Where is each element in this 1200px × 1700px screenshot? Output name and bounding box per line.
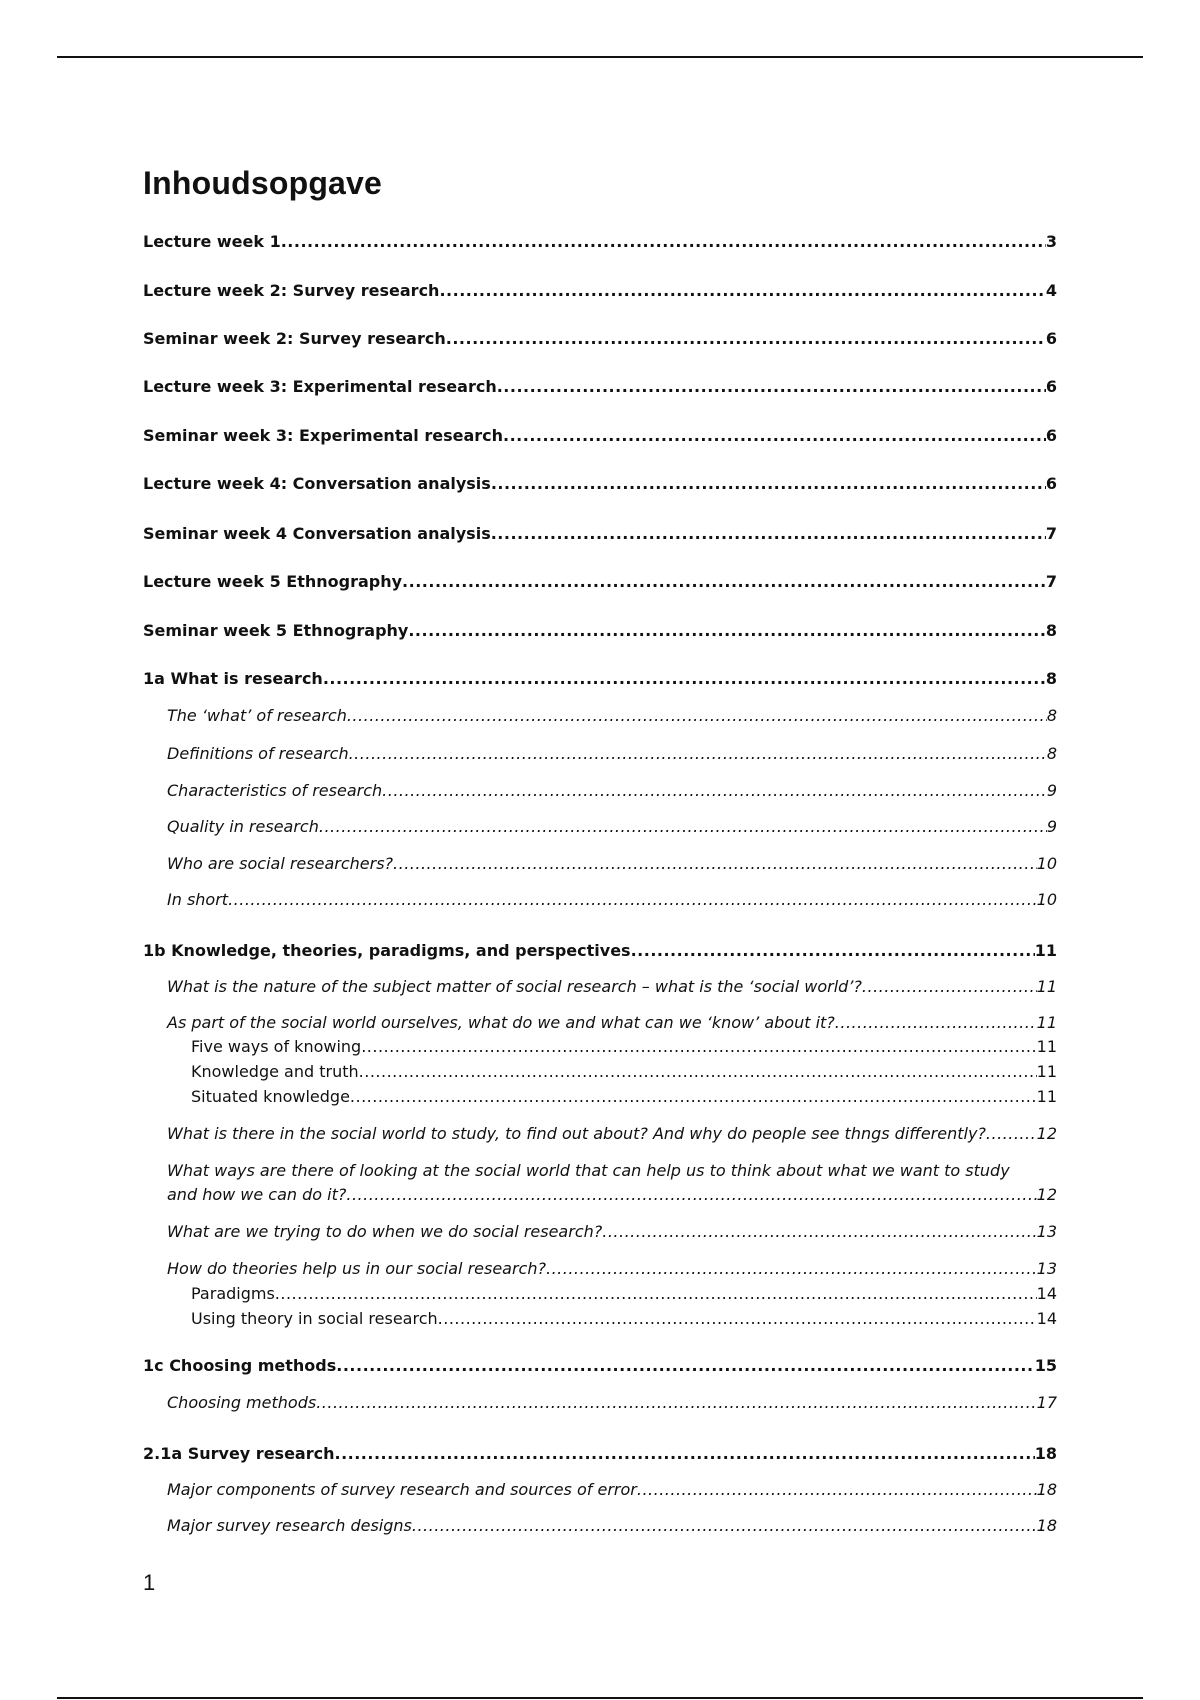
toc-entry[interactable] xyxy=(167,781,1057,801)
toc-dot-leader xyxy=(349,744,1047,764)
toc-entry-text: Lecture week 3: Experimental research xyxy=(143,377,497,396)
toc-entry-page: 6 xyxy=(1045,329,1057,348)
toc-entry[interactable] xyxy=(191,1309,1057,1329)
header-rule xyxy=(57,56,1143,58)
toc-entry-text: Seminar week 2: Survey research xyxy=(143,329,446,348)
toc-entry-page: 12 xyxy=(1036,1124,1057,1143)
toc-dot-leader xyxy=(228,890,1037,910)
toc-dot-leader xyxy=(346,1185,1036,1205)
toc-entry[interactable] xyxy=(167,1516,1057,1536)
toc-entry[interactable] xyxy=(191,1037,1057,1057)
toc-entry-text: Choosing methods xyxy=(167,1393,317,1412)
toc-entry-page: 9 xyxy=(1046,781,1057,800)
toc-entry-text: What ways are there of looking at the social world that can help us to think about what we want to study xyxy=(167,1161,1010,1180)
toc-entry-text: Who are social researchers? xyxy=(167,854,394,873)
toc-entry-page: 11 xyxy=(1036,1037,1057,1056)
toc-entry-page: 4 xyxy=(1045,281,1057,300)
toc-entry-page: 18 xyxy=(1036,1516,1057,1535)
toc-entry[interactable] xyxy=(143,281,1057,301)
toc-dot-leader xyxy=(503,426,1046,446)
toc-entry-page: 12 xyxy=(1036,1185,1057,1204)
toc-dot-leader xyxy=(497,377,1046,397)
toc-entry-text: 1c Choosing methods xyxy=(143,1356,337,1375)
toc-dot-leader xyxy=(835,1013,1037,1033)
toc-entry[interactable] xyxy=(143,329,1057,349)
toc-entry-text: What is there in the social world to study, to find out about? And why do people see thngs differently? xyxy=(167,1124,986,1143)
toc-entry-page: 13 xyxy=(1036,1222,1057,1241)
toc-dot-leader xyxy=(446,329,1046,349)
toc-title: Inhoudsopgave xyxy=(143,165,383,201)
page-number: 1 xyxy=(143,1570,156,1595)
toc-entry[interactable] xyxy=(167,890,1057,910)
toc-dot-leader xyxy=(546,1259,1037,1279)
toc-dot-leader xyxy=(347,706,1047,726)
toc-entry-page: 6 xyxy=(1045,377,1057,396)
toc-entry-text: Definitions of research xyxy=(167,744,349,763)
toc-entry-page: 7 xyxy=(1045,572,1057,591)
toc-entry-text: What is the nature of the subject matter of social research – what is the ‘social world’? xyxy=(167,977,862,996)
toc-entry-page: 18 xyxy=(1034,1444,1057,1463)
toc-entry-text: Lecture week 5 Ethnography xyxy=(143,572,403,591)
toc-entry-text: Major components of survey research and sources of error xyxy=(167,1480,637,1499)
toc-entry[interactable] xyxy=(167,1124,1057,1144)
toc-entry[interactable] xyxy=(143,474,1057,494)
toc-entry-text: 1b Knowledge, theories, paradigms, and perspectives xyxy=(143,941,631,960)
toc-entry[interactable] xyxy=(143,572,1057,592)
toc-dot-leader xyxy=(412,1516,1037,1536)
toc-entry-page: 14 xyxy=(1036,1309,1057,1328)
toc-entry[interactable] xyxy=(167,854,1057,874)
toc-entry-text: Lecture week 1 xyxy=(143,232,281,251)
toc-entry-text: 2.1a Survey research xyxy=(143,1444,335,1463)
toc-dot-leader xyxy=(439,281,1045,301)
toc-entry-text: The ‘what’ of research xyxy=(167,706,347,725)
toc-dot-leader xyxy=(393,854,1037,874)
toc-entry-text: In short xyxy=(167,890,229,909)
toc-entry[interactable] xyxy=(167,1259,1057,1279)
toc-entry-text: Paradigms xyxy=(191,1284,275,1303)
toc-entry-text: Seminar week 5 Ethnography xyxy=(143,621,409,640)
toc-dot-leader xyxy=(281,232,1046,252)
toc-dot-leader xyxy=(491,474,1046,494)
toc-entry-page: 11 xyxy=(1034,941,1057,960)
toc-dot-leader xyxy=(316,1393,1036,1413)
toc-entry-text: Five ways of knowing xyxy=(191,1037,362,1056)
toc-entry[interactable] xyxy=(143,621,1057,641)
toc-dot-leader xyxy=(402,572,1046,592)
toc-entry[interactable] xyxy=(143,1356,1057,1376)
toc-entry[interactable] xyxy=(143,669,1057,689)
toc-entry-text: What are we trying to do when we do social research? xyxy=(167,1222,603,1241)
toc-entry-page: 9 xyxy=(1046,817,1057,836)
toc-entry[interactable] xyxy=(167,1480,1057,1500)
toc-entry[interactable] xyxy=(143,1444,1057,1464)
toc-dot-leader xyxy=(336,1356,1034,1376)
toc-dot-leader xyxy=(491,524,1046,544)
toc-entry[interactable] xyxy=(167,744,1057,764)
toc-entry-page: 11 xyxy=(1036,1087,1057,1106)
toc-entry[interactable] xyxy=(191,1062,1057,1082)
toc-entry-text: Characteristics of research xyxy=(167,781,383,800)
toc-entry-text: Quality in research xyxy=(167,817,319,836)
toc-entry[interactable] xyxy=(167,1161,1057,1205)
toc-entry-page: 11 xyxy=(1036,977,1057,996)
toc-entry-page: 18 xyxy=(1036,1480,1057,1499)
toc-entry[interactable] xyxy=(143,232,1057,252)
toc-entry[interactable] xyxy=(191,1284,1057,1304)
toc-dot-leader xyxy=(408,621,1046,641)
toc-entry[interactable] xyxy=(167,1222,1057,1242)
toc-entry[interactable] xyxy=(167,817,1057,837)
toc-dot-leader xyxy=(637,1480,1037,1500)
toc-entry-page: 13 xyxy=(1036,1259,1057,1278)
toc-entry-text: Situated knowledge xyxy=(191,1087,350,1106)
toc-entry-page: 10 xyxy=(1036,890,1057,909)
toc-dot-leader xyxy=(631,941,1035,961)
toc-entry-text: 1a What is research xyxy=(143,669,323,688)
toc-entry-text-continued: and how we can do it? xyxy=(167,1185,347,1204)
toc-entry-page: 7 xyxy=(1045,524,1057,543)
toc-entry-page: 11 xyxy=(1036,1013,1057,1032)
footer-rule xyxy=(57,1697,1143,1699)
toc-entry[interactable] xyxy=(167,706,1057,726)
toc-entry-text: Seminar week 4 Conversation analysis xyxy=(143,524,491,543)
toc-entry-page: 8 xyxy=(1046,744,1057,763)
toc-dot-leader xyxy=(350,1087,1037,1107)
toc-entry-page: 10 xyxy=(1036,854,1057,873)
toc-entry[interactable] xyxy=(167,1393,1057,1413)
toc-entry-page: 3 xyxy=(1045,232,1057,251)
toc-dot-leader xyxy=(359,1062,1037,1082)
toc-entry-text: Lecture week 4: Conversation analysis xyxy=(143,474,491,493)
toc-entry-page: 6 xyxy=(1045,474,1057,493)
toc-entry-page: 8 xyxy=(1045,669,1057,688)
toc-entry-page: 8 xyxy=(1046,706,1057,725)
toc-dot-leader xyxy=(361,1037,1036,1057)
toc-entry-page: 6 xyxy=(1045,426,1057,445)
toc-dot-leader xyxy=(323,669,1046,689)
toc-dot-leader xyxy=(602,1222,1036,1242)
toc-entry[interactable] xyxy=(167,1013,1057,1033)
toc-entry[interactable] xyxy=(143,426,1057,446)
toc-entry-text: Knowledge and truth xyxy=(191,1062,359,1081)
toc-entry-page: 14 xyxy=(1036,1284,1057,1303)
toc-entry[interactable] xyxy=(191,1087,1057,1107)
toc-entry-page: 8 xyxy=(1045,621,1057,640)
toc-entry[interactable] xyxy=(143,941,1057,961)
toc-entry-text: Lecture week 2: Survey research xyxy=(143,281,440,300)
toc-dot-leader xyxy=(986,1124,1037,1144)
toc-entry[interactable] xyxy=(143,377,1057,397)
toc-dot-leader xyxy=(334,1444,1034,1464)
toc-entry-text: How do theories help us in our social research? xyxy=(167,1259,546,1278)
toc-entry-text: Seminar week 3: Experimental research xyxy=(143,426,503,445)
toc-entry-page: 17 xyxy=(1036,1393,1057,1412)
toc-dot-leader xyxy=(862,977,1037,997)
toc-entry[interactable] xyxy=(167,977,1057,997)
toc-entry-page: 11 xyxy=(1036,1062,1057,1081)
toc-entry-text: Major survey research designs xyxy=(167,1516,412,1535)
toc-dot-leader xyxy=(438,1309,1037,1329)
toc-dot-leader xyxy=(275,1284,1037,1304)
toc-dot-leader xyxy=(382,781,1047,801)
toc-entry-text: As part of the social world ourselves, what do we and what can we ‘know’ about it? xyxy=(167,1013,835,1032)
toc-entry[interactable] xyxy=(143,524,1057,544)
toc-entry-page: 15 xyxy=(1034,1356,1057,1375)
toc-dot-leader xyxy=(319,817,1047,837)
toc-entry-text: Using theory in social research xyxy=(191,1309,438,1328)
